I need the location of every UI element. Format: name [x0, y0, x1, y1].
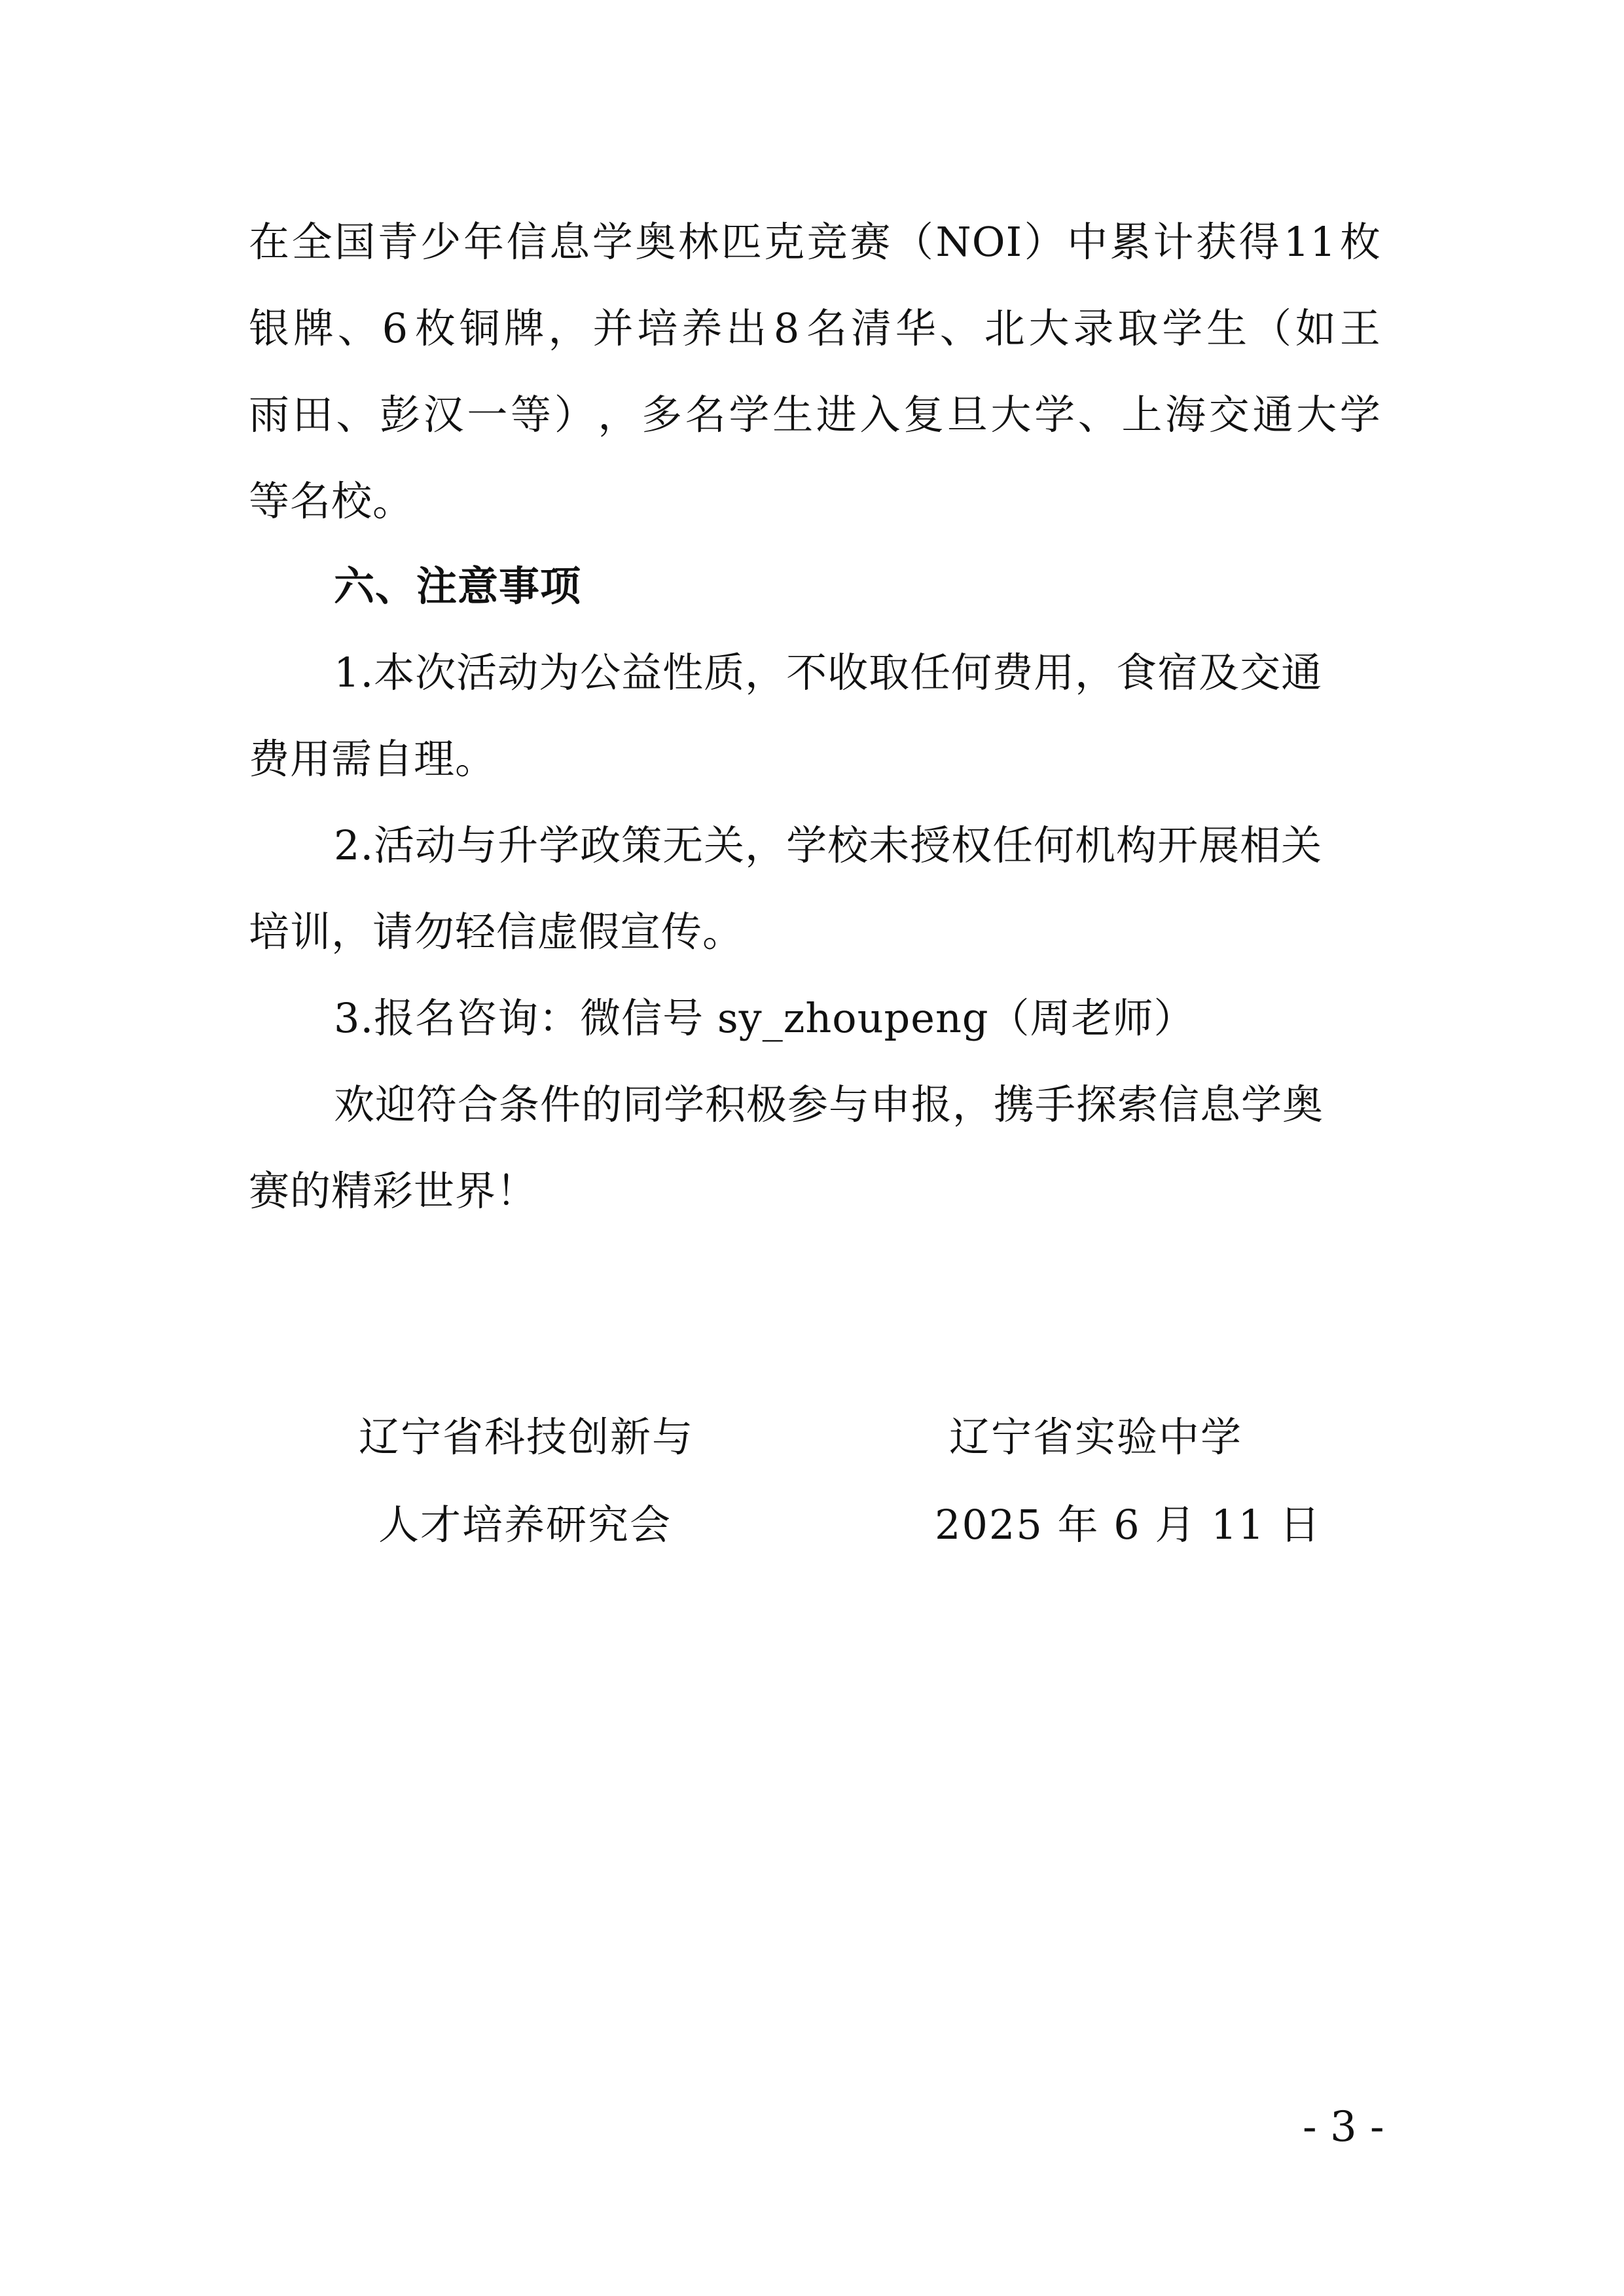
signature-left-line-1: 辽宁省科技创新与 [359, 1413, 695, 1461]
section-heading: 六、注意事项 [334, 562, 582, 610]
paragraph-line: 等名校。 [249, 477, 414, 525]
paragraph-line: 在 全 国 青 少 年 信 息 学 奥 林 匹 克 竞 赛 （ NOI ） 中 累 计 获 得 11 枚 [249, 218, 1381, 266]
signature-date: 2025 年 6 月 11 日 [935, 1501, 1322, 1549]
notice-item-2: 2.活动与升学政策无关，学校未授权任何机构开展相关 [334, 821, 1323, 869]
closing-line-cont: 赛的精彩世界！ [249, 1167, 538, 1215]
notice-item-1: 1.本次活动为公益性质，不收取任何费用，食宿及交通 [334, 649, 1323, 696]
signature-left-line-2: 人才培养研究会 [378, 1501, 672, 1549]
notice-item-1-cont: 费用需自理。 [249, 735, 497, 783]
closing-line: 欢迎符合条件的同学积极参与申报，携手探索信息学奥 [334, 1081, 1324, 1128]
paragraph-line: 银 牌 、 6 枚 铜 牌 ， 并 培 养 出 8 名 清 华 、 北 大 录 取 学 生 （ 如 王 [249, 304, 1381, 352]
paragraph-line: 雨 田 、 彭 汉 一 等 ） ， 多 名 学 生 进 入 复 旦 大 学 、 上 海 交 通 大 学 [249, 391, 1381, 439]
page-number: - 3 - [1303, 2103, 1384, 2151]
notice-item-3: 3.报名咨询：微信号 sy_zhoupeng（周老师） [334, 994, 1195, 1042]
notice-item-2-cont: 培训，请勿轻信虚假宣传。 [249, 908, 744, 956]
signature-right-org: 辽宁省实验中学 [949, 1413, 1243, 1461]
